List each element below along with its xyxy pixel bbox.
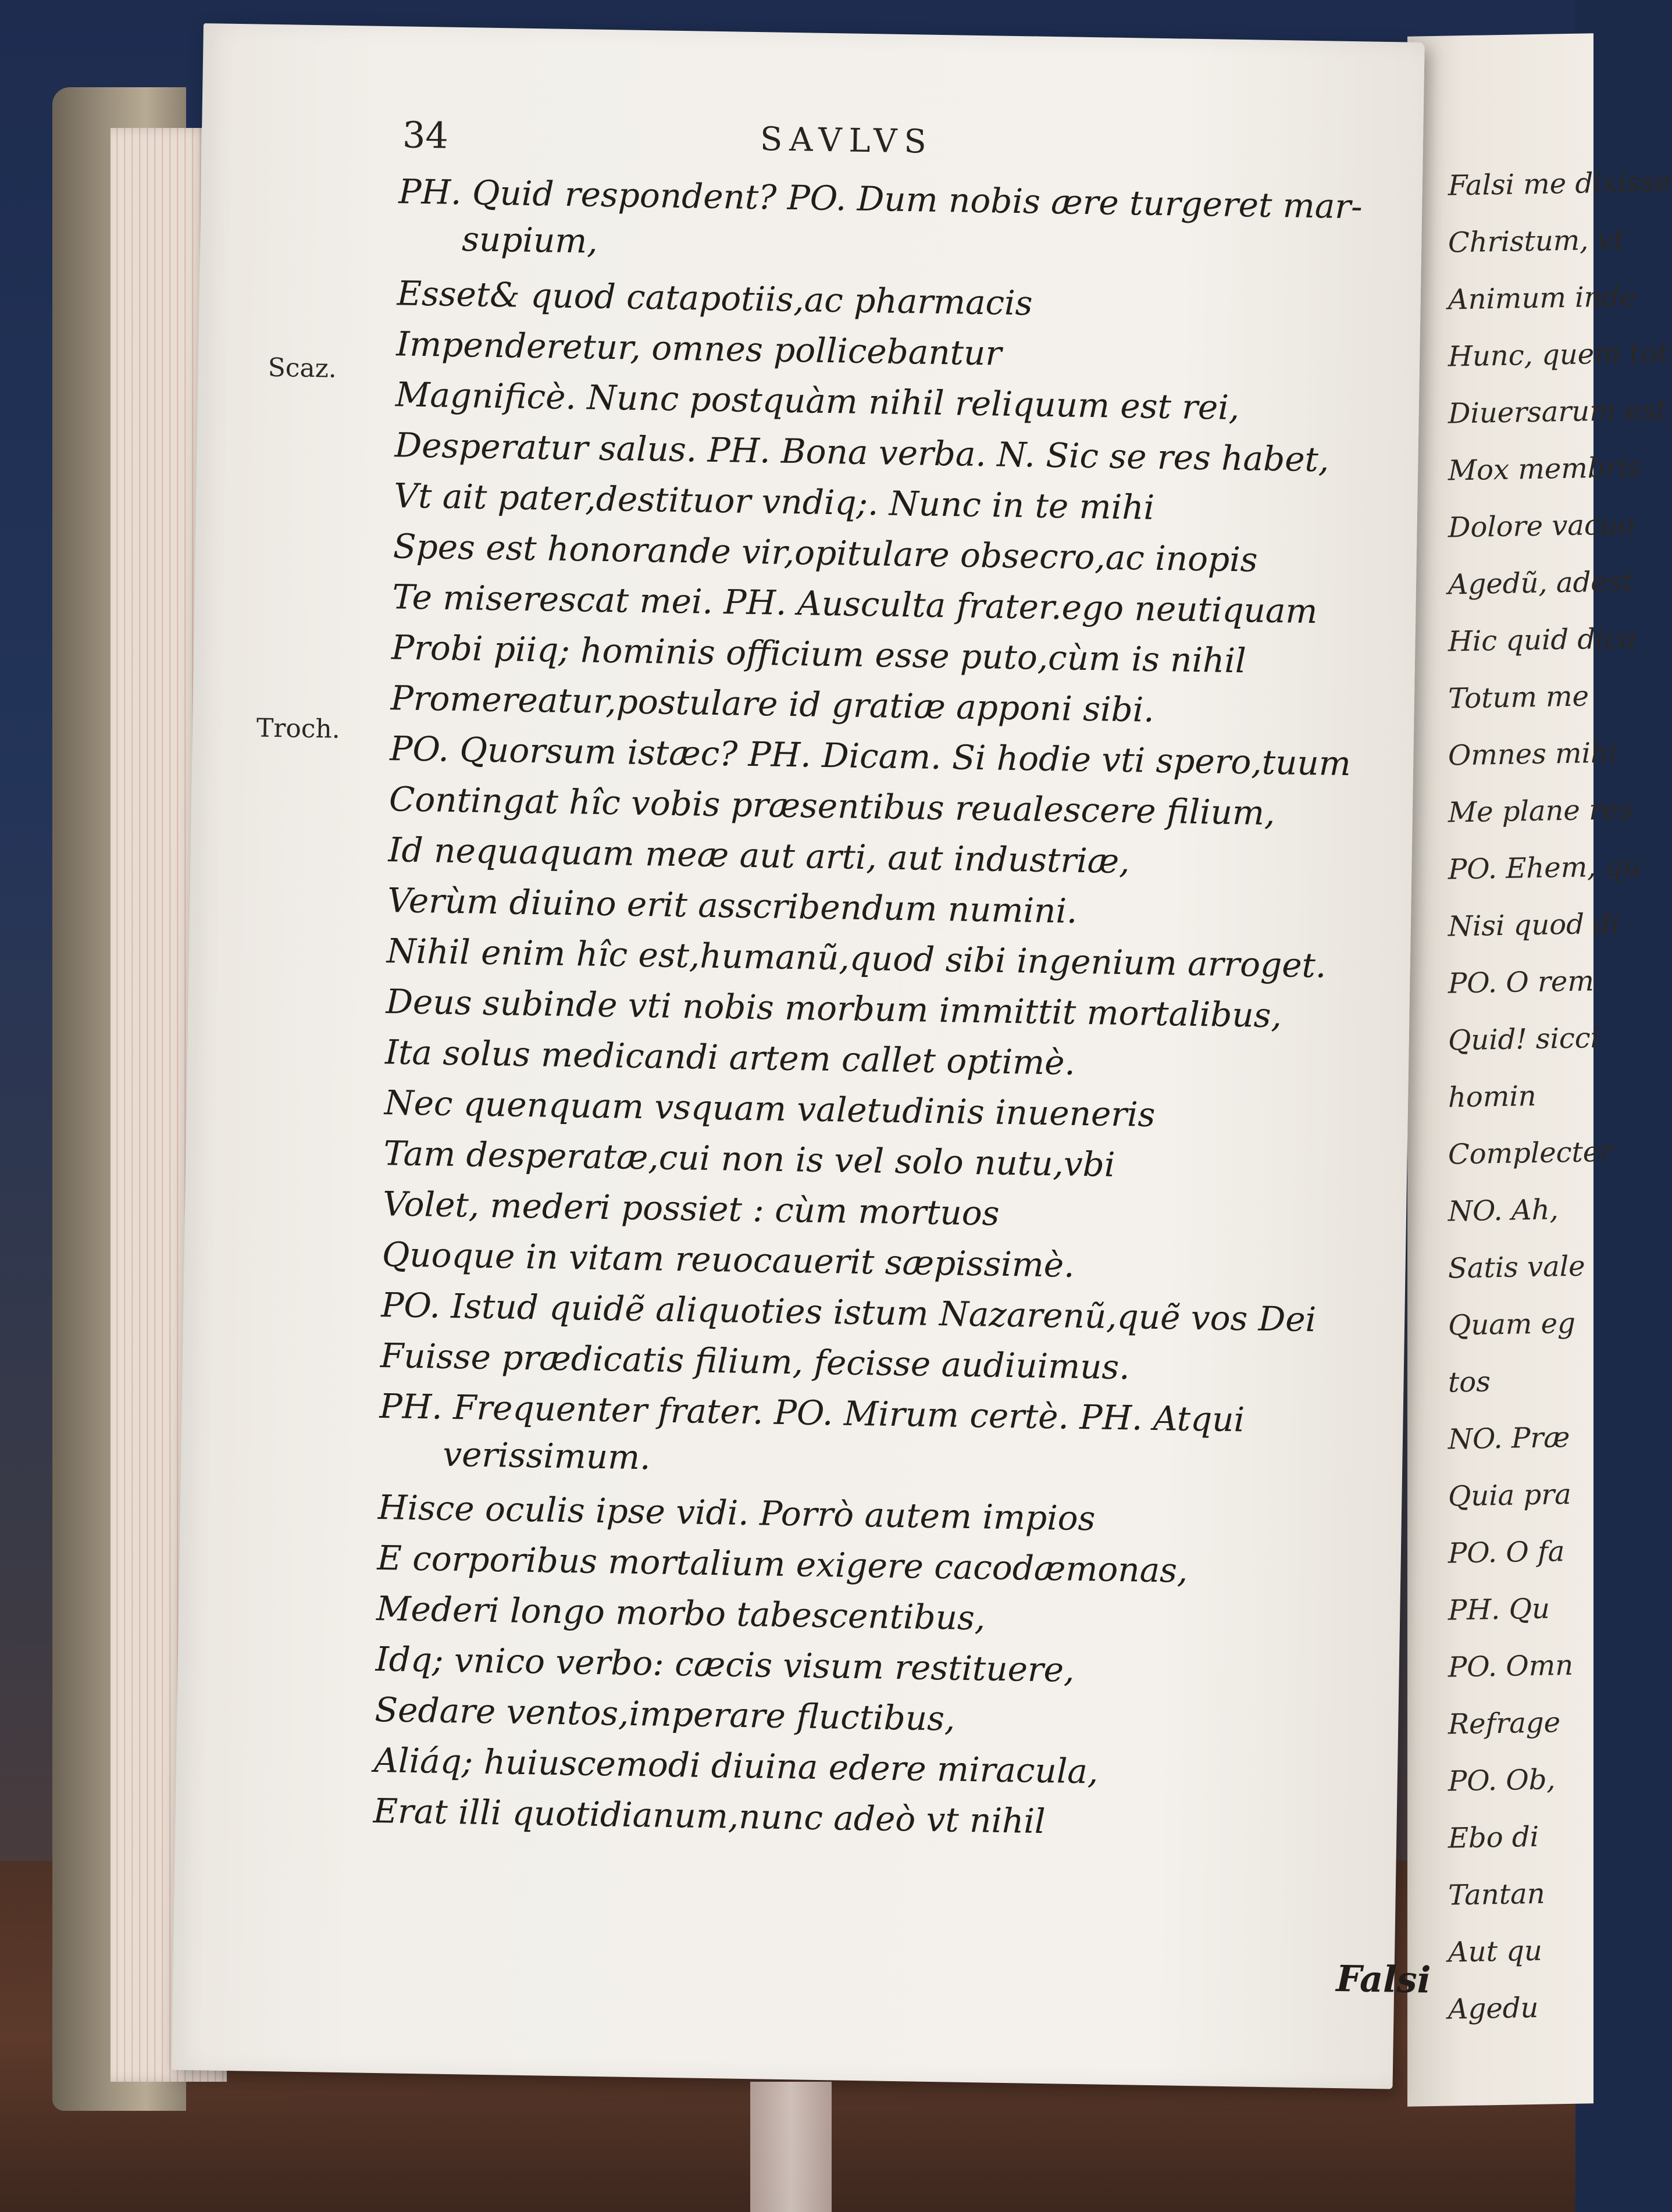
- verse-line: verissimum.: [442, 1434, 651, 1478]
- verse-line: E corporibus mortalium exigere cacodæmonas,: [377, 1538, 1188, 1590]
- facing-page-line: Agedũ, adest: [1448, 565, 1633, 601]
- verse-line: PH. Quid respondent? PO. Dum nobis ære turgeret mar-: [398, 172, 1363, 227]
- verse-line: Te miserescat mei. PH. Ausculta frater.ego neutiquam: [392, 577, 1318, 632]
- verse-line: Sedare ventos,imperare fluctibus,: [374, 1689, 956, 1739]
- verse-line: Magnificè. Nunc postquàm nihil reliquum est rei,: [395, 374, 1240, 428]
- verse-line: Contingat hîc vobis præsentibus reualescere filium,: [388, 779, 1275, 833]
- book-stand: [750, 2082, 832, 2212]
- verse-line: Nihil enim hîc est,humanũ,quod sibi ingenium arroget.: [386, 931, 1327, 986]
- facing-page-line: Hunc, quem tot: [1448, 336, 1669, 373]
- facing-page-line: Christum, vt: [1448, 223, 1625, 259]
- facing-page-line: Mox membris: [1448, 451, 1642, 487]
- facing-page-line: PO. O fa: [1448, 1535, 1565, 1570]
- verse-line: PH. Frequenter frater. PO. Mirum certè. PH. Atqui: [379, 1386, 1245, 1440]
- facing-page-line: Satis vale: [1448, 1250, 1585, 1285]
- verse-line: PO. Quorsum istæc? PH. Dicam. Si hodie vti spero,tuum: [389, 729, 1352, 784]
- verse-line: Promereatur,postulare id gratiæ apponi sibi.: [390, 678, 1155, 730]
- verse-line: Idq; vnico verbo: cæcis visum restituere,: [375, 1639, 1075, 1690]
- facing-page-line: Animum inde: [1448, 280, 1637, 316]
- facing-page-line: Refrage: [1448, 1706, 1561, 1741]
- verse-line: Probi piiq; hominis officium esse puto,cùm is nihil: [391, 627, 1247, 681]
- facing-page-line: tos: [1448, 1365, 1491, 1399]
- facing-page-line: Tantan: [1448, 1877, 1545, 1912]
- facing-page-line: Nisi quod di: [1448, 907, 1620, 943]
- verse-line: Impenderetur, omnes pollicebantur: [395, 324, 1002, 373]
- facing-page-line: Quia pra: [1448, 1478, 1571, 1513]
- facing-page-line: PO. O rem: [1448, 965, 1594, 1000]
- facing-page-line: Totum me: [1448, 680, 1589, 715]
- facing-page-line: Quam eg: [1448, 1307, 1575, 1342]
- facing-page-line: PO. Ehem, qu: [1448, 850, 1641, 886]
- facing-page-line: Ebo di: [1448, 1820, 1539, 1855]
- margin-note: Scaz.: [268, 352, 337, 384]
- verse-line: Erat illi quotidianum,nunc adeò vt nihil: [373, 1790, 1046, 1842]
- verse-line: Volet, mederi possiet : cùm mortuos: [382, 1184, 1000, 1233]
- verse-line: Tam desperatæ,cui non is vel solo nutu,vbi: [383, 1133, 1115, 1185]
- facing-page: [1407, 33, 1672, 2107]
- verse-line: Verùm diuino erit asscribendum numini.: [387, 880, 1078, 931]
- text-block: [373, 172, 1434, 1842]
- facing-page-line: Dolore vacuo: [1448, 508, 1635, 544]
- verse-line: Mederi longo morbo tabescentibus,: [376, 1589, 986, 1638]
- facing-page-line: Aut qu: [1448, 1934, 1542, 1969]
- verse-line: PO. Istud quidẽ aliquoties istum Nazarenũ,quẽ vos Dei: [380, 1285, 1317, 1340]
- facing-page-line: NO. Ah,: [1448, 1193, 1559, 1228]
- facing-page-line: Omnes mihi: [1448, 736, 1618, 772]
- facing-page-line: Quid! sicci: [1448, 1022, 1599, 1057]
- facing-page-line: NO. Præ: [1448, 1421, 1570, 1456]
- verse-line: Nec quenquam vsquam valetudinis inueneris: [384, 1083, 1156, 1134]
- catchword: Falsi: [1335, 1957, 1431, 2001]
- margin-note: Troch.: [256, 713, 341, 744]
- facing-page-line: homin: [1448, 1079, 1536, 1114]
- verse-line: Fuisse prædicatis filium, fecisse audiuimus.: [380, 1336, 1131, 1387]
- verse-line: Spes est honorande vir,opitulare obsecro,ac inopis: [393, 526, 1259, 580]
- verse-line: Esset& quod catapotiis,ac pharmacis: [397, 273, 1033, 323]
- facing-page-line: PO. Ob,: [1448, 1763, 1556, 1798]
- verse-line: Ita solus medicandi artem callet optimè.: [384, 1032, 1076, 1083]
- facing-page-line: PO. Omn: [1448, 1649, 1574, 1684]
- verse-line: Id nequaquam meæ aut arti, aut industriæ,: [388, 830, 1131, 882]
- facing-page-line: PH. Qu: [1448, 1592, 1550, 1627]
- facing-page-line: Complecter: [1448, 1135, 1613, 1171]
- facing-page-line: Diuersarum est: [1448, 394, 1667, 430]
- verse-line: Desperatur salus. PH. Bona verba. N. Sic se res habet,: [394, 425, 1329, 480]
- book-page: [172, 23, 1431, 2089]
- verse-line: Deus subinde vti nobis morbum immittit mortalibus,: [386, 982, 1282, 1036]
- running-head: SAVLVS: [760, 120, 934, 161]
- facing-page-line: Me plane res: [1448, 793, 1634, 829]
- verse-line: Vt ait pater,destituor vndiq;. Nunc in te mihi: [393, 476, 1155, 527]
- verse-line: supium,: [461, 219, 598, 261]
- page-number: 34: [402, 113, 449, 157]
- facing-page-line: Hic quid dica: [1448, 622, 1637, 658]
- facing-page-line: Agedu: [1448, 1991, 1539, 2026]
- verse-line: Hisce oculis ipse vidi. Porrò autem impios: [377, 1487, 1096, 1539]
- facing-page-line: Falsi me dixisse: [1448, 165, 1672, 202]
- verse-line: Quoque in vitam reuocauerit sæpissimè.: [382, 1235, 1075, 1285]
- verse-line: Aliáq; huiuscemodi diuina edere miracula,: [373, 1740, 1099, 1792]
